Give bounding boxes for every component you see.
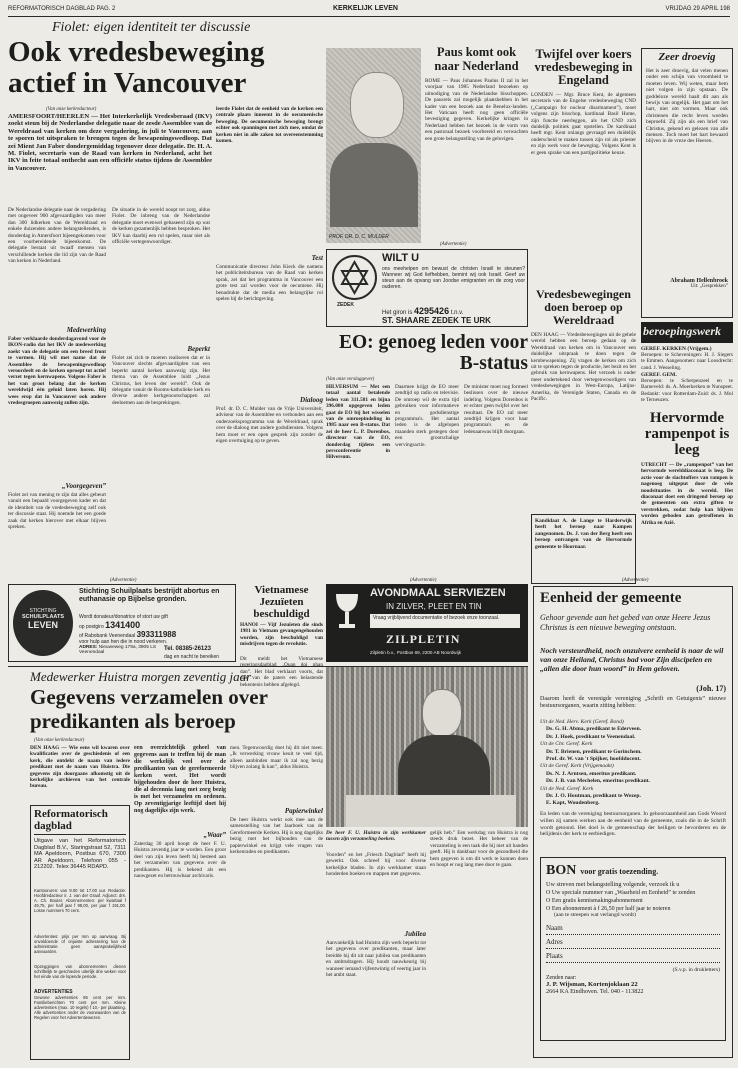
rd-line6: Gewone advertenties 95 cent per mm. Familieberichten 70 cent per mm. Kleine advertenties (max. 10 regels) f 10,- per plaatsing. Alle advertenties onder de voorwaarden van de Regelen voor het Advertentiewezen. [34, 995, 126, 1020]
beroep-gk-body: Beroepen: te Scherpenzeel en te Barneveld: ds. A. Moerkerken te Nunspeet. Bedankt: voor Rotterdam-Zuid: ds. J. Mol te Terneuzen. [641, 378, 733, 404]
lead-col3-c: Prof. dr. D. C. Mulder van de Vrije Universiteit, adviseur van de Assemblee en verbonden aan een onderzoeksprogramma van de Wereldraad, sprak over de dialoog met andere godsdiensten. Volgens hem moet er een open gesprek zijn zonder de eigen overtuiging op te geven. [216, 406, 323, 445]
avond-line1: Vraag vrijblijvend documentatie of bezoek onze toonzaal. [373, 615, 500, 621]
bon-address2: 2664 KA Eindhoven. Tel. 040 - 113822 [546, 988, 644, 995]
rd-line2: Kantooruren: van 8.00 tot 17.00 uur. Redactie: Hoofdredacteur ir. J. van der Graaf. Adjunct: drs. A. Ch. Bouter. Abonnementen: per kwartaal f 49,75, per half jaar f 98,00, per jaar f 191,00. Losse nummers 70 cent. [34, 888, 126, 913]
schuil-line3: voor hulp aan hen die in nood verkeren. [79, 639, 168, 645]
mulder-face [350, 72, 404, 138]
huistra-col4-body: Voorden” en het „Friesch Dagblad” heeft hij gewerkt. Ook schreef hij voor diverse kerkelijke bladen. In zijn werkkamer staan honderden boeken en mappen met gegevens. [326, 852, 426, 878]
vrede-wr-body: DEN HAAG — Vredesbewegingen uit de gehele wereld hebben een beroep gedaan op de Wereldraad van kerken om in Vancouver een duidelijke uitspraak te doen tegen de kernbewapening. Zij vragen de kerken om zich uit te spreken tegen de productie, het bezit en het gebruik van kernwapens. Het verzoek is onder meer ondertekend door vertegenwoordigers van vredesbewegingen in West-Europa, Latijns-Amerika, de Verenigde Staten, Canada en de Pacific. [531, 332, 636, 403]
eo-col2: Daarmee krijgt de EO meer zendtijd op radio en televisie. De omroep wil de extra tijd gebruiken voor informatieve en godsdienstige programma's. Het aantal leden is de afgelopen maanden sterk gestegen door een grootschalige wervingsactie. [395, 384, 459, 448]
bon-title: BON [546, 863, 577, 878]
huistra-col3 [230, 745, 323, 1060]
schuil-giro-prefix: op postgiro [79, 624, 104, 630]
beroepingswerk-title: beroepingswerk [641, 322, 733, 343]
eo-headline: EO: genoeg leden voor B-status [338, 332, 528, 374]
schuil-tel: Tel. 08385-26123 [164, 646, 211, 652]
huistra-col3-sub: Papierwinkel [284, 807, 323, 815]
schuil-logo-1: STICHTING [29, 608, 57, 614]
lead-col1-body: De Nederlandse delegatie naar de vergadering met ongeveer 900 afgevaardigden van meer dan 300 lidkerken van de Wereldraad en enkele duizenden andere belangstellenden, is donderdag in Amersfoort bijeengekomen voor een voorbereidende bijeenkomst. De delegatie bestaat uit twaalf mensen van verschillende kerken die lid zijn van de Raad van kerken in Nederland. [8, 207, 106, 265]
rd-brand: Reformatorisch dagblad [34, 808, 126, 835]
bon-name-field[interactable] [546, 924, 720, 935]
eenheid-title: Eenheid der gemeente [540, 590, 682, 606]
paus-headline: Paus komt ook naar Nederland [434, 45, 519, 73]
star-of-david-icon [332, 255, 377, 300]
huistra-face [422, 689, 462, 737]
zeer-droevig-signature: Abraham Hellenbroek [670, 278, 728, 284]
avond-sub: IN ZILVER, PLEET EN TIN [386, 602, 482, 611]
bon-opt3[interactable]: O Een abonnement à f 26,50 per half jaar te noteren [546, 906, 671, 912]
wilt-u-giro-suffix: t.n.v. [450, 310, 464, 316]
vrede-wr-headline: Vredesbewegingen doen beroep op Wereldraad [536, 287, 631, 327]
schuil-giro-line [79, 620, 140, 630]
bon-opt2[interactable]: O Een gratis kennismakingsabonnement [546, 898, 643, 904]
huistra-col2-b: Zaterdag 30 april hoopt de heer F. U. Huistra zeventig jaar te worden. Een groot deel van zijn leven heeft hij besteed aan het verzamelen van gegevens over de predikanten. Hij is bekend als een nauwgezet en betrouwbaar archivaris. [134, 841, 226, 880]
hervormde-body: UTRECHT — De „rampenpot” van het hervormde werelddiaconaat is leeg. De actie voor de slachtoffers van rampen is nagenoeg uitgeput door de vele noodsituaties in de wereld. Het diaconaat doet een dringend beroep op de gemeenten om extra giften te verstrekken, zodat hulp kan blijven worden geboden aan getroffenen in Afrika en Azië. [641, 462, 733, 526]
rd-line4: Opzeggingen van abonnementen dienen schriftelijk te geschieden uiterlijk drie weken voor het einde van de lopende periode. [34, 964, 126, 979]
huistra-photo [326, 667, 528, 827]
eenheid-name-item: Uit de Ned. Geref. Kerk [540, 785, 594, 792]
vrede-wr-note: Kandidaat A. de Lange te Harderwijk heeft het beroep naar Kampen aangenomen. Ds. J. van der Berg heeft een beroep ontvangen van de Hervormde gemeente te Hoornaar. [531, 514, 636, 584]
lead-col1-c: Fiolet zei van mening te zijn dat alles gebeurt vanuit een bepaald voorgegeven kader en dat de identiteit van de vredesbeweging zelf ook ter discussie staat. Hij noemde het een goede zaak dat kerken hierover met elkaar blijven spreken. [8, 492, 106, 531]
schuil-title: Stichting Schuilplaats bestrijdt abortus en euthanasie op Bijbelse gronden. [79, 588, 220, 603]
beroep-gkv-head: GEREF. KERKEN (Vrijgem.) [641, 346, 712, 352]
beroep-gk-head: GEREF. GEM. [641, 372, 677, 378]
hervormde-headline: Hervormde rampenpot is leeg [644, 410, 730, 458]
wilt-u-footer: ST. SHAARE ZEDEK TE URK [382, 316, 491, 325]
vietnam-article [240, 584, 323, 694]
desk [346, 795, 516, 827]
eenheid-name-item: Uit de Ned. Herv. Kerk (Geref. Bond) [540, 719, 624, 725]
zeer-droevig-box [641, 48, 733, 318]
zeer-droevig-title: Zeer droevig [658, 51, 716, 63]
bon-header [546, 861, 720, 879]
masthead-rule [8, 16, 730, 17]
lead-col2-sub: Beperkt [187, 345, 210, 353]
rd-line5: ADVERTENTIES [34, 989, 73, 995]
star-svg [334, 257, 375, 298]
lead-col3-b: Communicatie directeur John Kieck die namens het publiciteitsbureau van de Raad van kerken sprak, zei dat het programma in Vancouver een grote test zal worden voor de oecumene. Hij benadrukte dat de media een belangrijke rol spelen bij de berichtgeving. [216, 264, 323, 303]
eenheid-name-item: Dr. J. Hoek, predikant te Veenendaal. [546, 733, 636, 740]
eenheid-label: (Advertentie) [622, 578, 649, 583]
twijfel-headline: Twijfel over koers vredesbeweging in Engeland [534, 47, 633, 87]
eo-article [326, 332, 528, 577]
wilt-u-seal: ZEDEK [337, 302, 354, 308]
huistra-col2-body: een overzichtelijk geheel van gegevens aan te treffen bij de man die werkelijk veel over de predikanten van de gereformeerde kerken weet. Het wordt bijgehouden door de heer Huistra, die al decennia lang met zorg bezig is met het verzamelen en ordenen. Op zeventigjarige leeftijd doet hij nog dagelijks zijn werk. [134, 745, 226, 814]
lead-col3 [216, 217, 323, 567]
masthead-center: KERKELIJK LEVEN [333, 5, 398, 12]
eo-intro: HILVERSUM — Met een totaal aantal betalende leden van 311.581 en bijna 396.000 opgegeven leden gaat de EO bij het wisselen van de omroepindeling in 1985 naar een B-status. Dat zei de heer L. P. Dorenbos, directeur van de EO, donderdag tijdens een persconferentie in Hilversum. [326, 384, 390, 461]
vietnam-body: Dit meldt het Vietnamese dan”. Het blad verklaart voorts, dat drie van de paters een belastende bekentenis hebben afgelegd. [240, 656, 323, 688]
lead-col3-top: leerde Fiolet dat de eenheid van de kerken een centrale plaats inneemt in de oecumenische beweging. De oecumenische beweging brengt echter ook spanningen met zich mee, omdat de kerken niet in alle zaken tot overeenstemming komen. [216, 106, 323, 145]
eenheid-name-item: Uit de Chr. Geref. Kerk [540, 741, 593, 748]
schuil-logo-2: SCHUILPLAATS [21, 614, 65, 620]
vietnam-headline: Vietnamese Jezuïeten beschuldigd [253, 584, 310, 620]
huistra-source: (Van onze kerkredacteur) [34, 738, 85, 743]
lead-headline: Ook vredesbeweging actief in Vancouver [8, 36, 265, 99]
hervormde-article [641, 410, 733, 580]
huistra-col4-b: Aanvankelijk had Huistra zijn werk beperkt tot het gegevens over predikanten, maar later breidde hij dit uit naar jubilea van predikanten en ambtsdragers. Hij houdt nauwkeurig bij wanneer iemand vijfentwintig of veertig jaar in het ambt staat. [326, 940, 427, 979]
eenheid-name-item: E. Kapt, Woudenberg. [546, 800, 600, 807]
eenheid-name-item: Prof. dr. W. van 't Spijker, hoofddocent. [546, 756, 641, 763]
eo-col3: De minister moet nog formeel beslissen over de nieuwe indeling. Volgens Dorenbos is er echter geen twijfel over het resultaat. De EO zal meer zendtijd krijgen voor haar programma's en de ledenaanwas blijft doorgaan. [464, 384, 528, 435]
lead-kicker: Fiolet: eigen identiteit ter discussie [52, 20, 251, 35]
schuil-giro: 1341400 [105, 620, 141, 630]
wilt-u-label: (Advertentie) [440, 242, 467, 247]
avond-whitebox [370, 614, 520, 628]
mulder-photo [326, 48, 421, 243]
bon-send-to: Zenden naar: [546, 975, 577, 981]
lead-col3-sub1: Test [311, 254, 323, 262]
bon-coupon[interactable] [540, 857, 726, 1041]
schuil-label: (Advertentie) [110, 578, 137, 583]
schuil-logo [13, 590, 73, 656]
huistra-col4-sub: Jubilea [404, 930, 426, 938]
eenheid-name-item: Dr. J. B. van Mechelen, emeritus predikant. [546, 778, 650, 785]
huistra-intro: DEN HAAG — Wie eens wil kwaren over kwalificaties over de geschiedenis of een kerk, die ontdekt de naam van iedere predikant met de naam van Huistra. Die gegevens zijn doorgaans afkomstig uit de kerkelijke archieven van het centrale bureau. [30, 745, 130, 790]
eenheid-body: En leden van de vereniging bestuursorganen. In gehoorzaamheid aan Gods Woord willen zij samen werken aan de eenheid van de gemeente, zoals die in de Schrift wordt getoond. Het doel is de gemeenschap der heiligen te bevorderen en de belijdenis der kerk te eerbiedigen. [540, 811, 726, 838]
schuil-line2: Wordt donateur/donatrice of stort uw gift [79, 614, 168, 620]
lead-col1-sub1: Medewerking [66, 326, 106, 334]
bon-opt3b: (aan te streepen wat verlangd wordt) [554, 912, 636, 918]
schuil-bank-line [79, 630, 176, 639]
eenheid-verse: Gehoor gevende aan het gebed van onze Heere Jezus Christus is een nieuwe beweging ontstaan. [540, 613, 711, 632]
lead-col2-b: Fiolet zei zich te moeten realiseren dat er in Vancouver slechts afgevaardigden van een beperkt aantal kerken aanwezig zijn. Het thema van de Assemblee luidt „Jezus Christus, het leven der wereld”. Ook de delegatie vanuit de Rooms-katholieke kerk en diverse andere kerkgenootschappen zal deelnemen aan de besprekingen. [112, 355, 210, 406]
eenheid-name-item: Ds. N. J. Arntsen, emeritus predikant. [546, 770, 637, 777]
bon-sub: voor gratis toezending. [580, 867, 659, 876]
wilt-u-ad [326, 249, 528, 327]
eenheid-name-item: Uit de Geref. Kerk (Vrijgemaakt) [540, 763, 614, 770]
schuil-bank: 393311988 [136, 630, 177, 639]
huistra-kicker: Medewerker Huistra morgen zeventig jaar [30, 669, 252, 684]
wilt-u-body: ons meehelpen om bewust de christen Israël te steunen? Wanneer wij God liefhebben, bemint wij ook Israël. Geef uw steun aan de opvang van Joodse emigranten en de zorg voor ouderen. [382, 266, 525, 290]
zeer-droevig-signature-sub: Uit: „Gesprekken” [690, 284, 728, 289]
huistra-col5: gelijk heb.” Een werkdag van Huistra is nog steeds druk bezet. Het beheer van de verzameling is een taak die hij niet uit handen geeft. Hij is dankbaar voor de gezondheid die hem gegeven is om dit werk te kunnen doen en hoopt er nog lang mee door te gaan. [430, 830, 528, 869]
beroepingswerk [641, 322, 733, 402]
bon-address-label: Adres [546, 938, 563, 946]
bon-name-label: Naam [546, 924, 563, 932]
vietnam-intro: HANOI — Vijf Jezuïeten die sinds 1981 in Vietnam gevangengehouden worden, zijn beschuldigd van misdrijven tegen de revolutie. [240, 622, 323, 648]
huistra-col3-b: De heer Huistra werkt ook mee aan de samenstelling van het Jaarboek van de Gereformeerde Kerken. Hij is nog dagelijks bezig met het bijhouden van de papierwinkel en krijgt vele vragen van kerkenraden en predikanten. [230, 817, 323, 856]
huistra-col3-body: men. Tegenwoordig doet hij dit niet meer. „Ik verwerking vrouw keuit te veel tijd, alleen aanbinden maar ik zal nog bezig blijven zolang ik kan”, aldus Huistra. [230, 745, 323, 771]
rd-line1: Uitgave van het Reformatorisch Dagblad B.V., Staringstraat 52, 7311 MA Apeldoorn, Postbus 670, 7300 AR Apeldoorn, Telefoon 055 - 212202. Telex 36445 RDAPD. [34, 838, 126, 871]
lead-col1-sub2: „Voorgegeven” [62, 482, 106, 490]
wilt-u-giro-label: Het giron is [382, 310, 413, 316]
masthead [8, 4, 730, 16]
huistra-headline: Gegevens verzamelen over predikanten als beroep [30, 685, 268, 733]
mulder-shoulders [330, 143, 418, 227]
eenheid-intro: Daarom heeft de verenigde vereniging „Schrift en Getuigenis” nieuwe bestuursorganen, waarin zitting hebben: [540, 696, 726, 709]
chalice-icon [334, 592, 360, 632]
huistra-caption: De heer F. U. Huistra in zijn werkkamer tussen zijn verzameling boeken. [326, 830, 426, 843]
avond-title: AVONDMAAL SERVIEZEN [370, 587, 506, 599]
huistra-col2-sub: „Waar” [203, 831, 226, 839]
lead-col2-body: De situatie in de wereld noopt tot zorg, aldus Fiolet. De inbreng van de Nederlandse delegatie moet evenwel gebaseerd zijn op wat de kerken gezamenlijk hebben besproken. Het IKV kan daarbij een rol spelen, maar niet als officiële vertegenwoordiger. [112, 207, 210, 246]
wilt-u-title: WILT U [382, 252, 420, 264]
lead-col3-sub2: Dialoog [300, 396, 323, 404]
bon-address-field[interactable] [546, 938, 720, 949]
eenheid-name-item: Dr. J. O. Houtman, predikant te Wezep. [546, 793, 641, 800]
wilt-u-giro: 4295426 [414, 306, 450, 316]
eenheid-ad [533, 586, 733, 1058]
schuil-logo-3: LEVEN [27, 620, 58, 630]
eo-source: (Van onze verslaggever) [326, 377, 375, 382]
schuil-ad [8, 584, 236, 662]
lead-intro: AMERSFOORT/HEERLEN — Het Interkerkelijk Vredesberaad (IKV) zoekt steun bij de Nederlandse delegatie naar de zesde Assemblee van de Wereldraad van kerken om deze vergadering, in juli te Vancouver, aan te sporen tot uitspraken te brengen tegen de bewapeningswedloop. Dat zei Mient Jan Faber dondergemiddag tegenover deze delegatie. Dr. H. A. M. Fiolet, secretaris van de Raad van kerken in Nederland, acht het IKV in feite totaal onthecht aan een officiële status tijdens de Assemblee in Vancouver. [8, 113, 212, 172]
zeer-droevig-body: Het is zeer droevig, dat velen menen onder een schijn van vroomheid te moeten leven. Wij weten, maar hem niet volgen in zijn opstaan. De goddeloze wereld haalt dit aan als bewijs van ongelijk. Het gaat om het hart, niet om vormen. Maar ook christenen die recht leven worden beproefd. Zij zijn als een brief van Christus, gekend en gelezen van alle mensen. Toch moet het hart bewaard blijven in de vreze des Heeren. [646, 68, 728, 145]
masthead-right: VRIJDAG 29 APRIL 198 [665, 6, 730, 12]
bon-place-field[interactable] [546, 952, 720, 963]
schuil-address-line [79, 645, 159, 656]
paus-body: ROME — Paus Johannes Paulus II zal in het voorjaar van 1985 Nederland bezoeken op uitnodiging van de Nederlandse bisschoppen. De pausreis zal mogelijk plaatshebben in het kader van een bezoek aan de Benelux-landen. Het Vaticaan heeft nog geen officiële bevestiging gegeven. Kerkelijke kringen in Nederland hebben het bezoek in de vorm van een pastoraal bezoek voorbereid en verwachten een grote belangstelling van de gelovigen. [425, 78, 528, 142]
paus-article [425, 46, 528, 244]
beroep-gkv-body: Beroepen: te Scheveningen: H. J. Siegers te Emmen. Aangenomen: naar Loosdrecht: cand. J. Wesseling. [641, 352, 733, 371]
eenheid-ref: (Joh. 17) [696, 684, 726, 693]
vrede-wr-article [531, 288, 636, 588]
bon-line1: Uw streven met belangstelling volgende, verzoek ik u [546, 881, 680, 888]
avond-footer: Zilpletin b.v., Postbus 69, 2200 AB Noordwijk [370, 650, 462, 655]
lead-col1-b: Faber verklaarde donderdagavond voor de IKON-radio dat het IKV de medewerking zoekt van de delegatie om een breed front te vormen. Hij wil met name dat de Assemblee de bewapeningswedloop veroordeelt en de kerken oproept tot actief verzet tegen kernwapens. Volgens Faber is het van groot belang dat de kerken wereldwijd één geluid laten horen. Hij wees erop dat in Vancouver ook andere vredesgroepen aanwezig zullen zijn. [8, 336, 106, 407]
avond-label: (Advertentie) [410, 578, 437, 583]
schuil-address-label: ADRES: [79, 645, 98, 650]
bon-place-label: Plaats [546, 952, 563, 960]
lead-col2 [112, 207, 210, 567]
schuil-address: Nieuweweg 179a, 3905 LS Veenendaal [79, 645, 157, 656]
twijfel-body: LONDEN — Mgr. Bruce Kent, de algemeen secretaris van de Engelse vredesbeweging CND („Campaign for nuclear disarmament”), moet volgens zijn bisschop, kardinaal Basil Hume, zijn functie neerleggen, als het CND zich duidelijk politiek gaat opstellen. De kardinaal heeft mgr. Kent onlangs gevraagd een duidelijk onderscheid te maken tussen zijn rol als priester en zijn werk voor de beweging. Volgens Kent is er geen sprake van een partijpolitieke keuze. [531, 92, 636, 156]
huistra-col2 [134, 745, 226, 1060]
bon-opt1[interactable]: O Uw speciale nummer van „Waarheid en Eenheid” te zenden [546, 890, 696, 896]
rd-line3: Advertenties: prijs per mm op aanvraag. Bij onvoldoende of onjuiste adressering kan de administratie geen aansprakelijkheid aanvaarden. [34, 934, 126, 954]
eenheid-verse2: Noch versteurdheid, noch onzuivere eenheid is naar de wil van onze Heiland, Christus bad voor Zijn discipelen en „allen die door hun woord” in Hem geloven. [540, 646, 724, 674]
chalice-svg [334, 592, 360, 632]
lead-source: (Van onze kerkredacteur) [46, 107, 97, 112]
lead-col1 [8, 207, 106, 567]
masthead-left: REFORMATORISCH DAGBLAD PAG. 2 [8, 6, 116, 12]
avond-brand: ZILPLETIN [386, 632, 461, 646]
eenheid-name-item: Dr. T. Brienen, predikant te Gorinchem. [546, 748, 642, 755]
schuil-footer: dag en nacht te bereiken [164, 654, 220, 660]
eenheid-names [540, 719, 726, 811]
bon-postage: (S.v.p. in drukletters) [672, 967, 720, 973]
wilt-u-giro-line [382, 306, 463, 316]
twijfel-article [531, 48, 636, 283]
avond-ad [326, 584, 528, 662]
huistra-col4 [326, 852, 426, 1060]
eenheid-name-item: Ds. G. H. Abma, predikant te Ederveen. [546, 726, 642, 733]
schuil-bank-prefix: of Rabobank Veenendaal [79, 633, 136, 639]
bon-address1: J. P. Wijsman, Kortenjoklaan 22 [546, 981, 638, 988]
mulder-caption: PROF. DR. D. C. MULDER [329, 234, 389, 240]
rd-info-box [30, 805, 130, 1060]
